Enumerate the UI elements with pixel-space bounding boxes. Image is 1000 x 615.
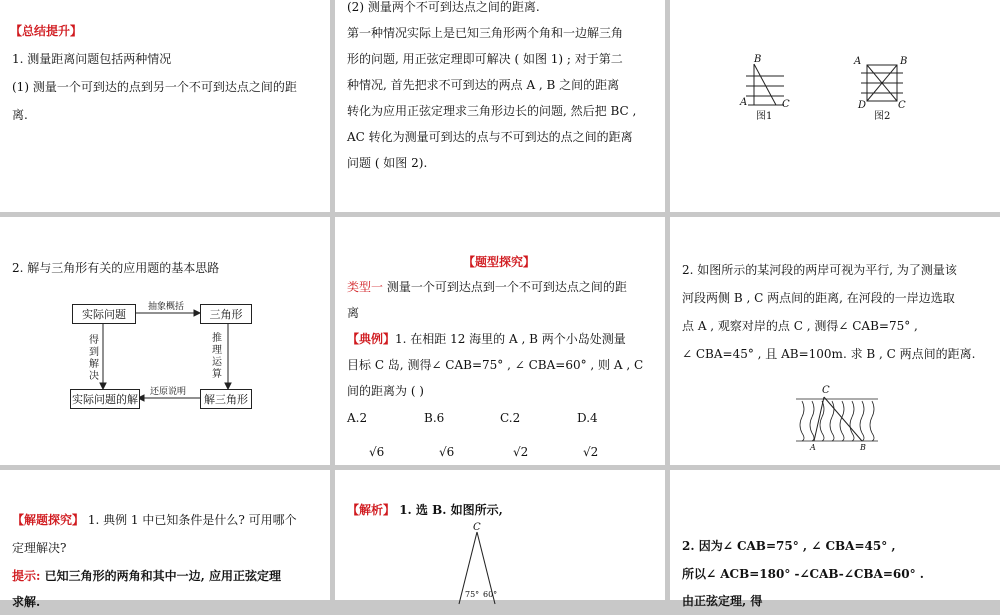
- flow-label-obtain-4: 决: [89, 371, 99, 382]
- summary-heading: 【总结提升】: [10, 24, 83, 38]
- summary-line-2: (1) 测量一个可到达的点到另一个不可到达点之间的距: [12, 80, 297, 94]
- hint-line: [12, 563, 281, 589]
- explore-q-line-2: 定理解决?: [12, 541, 67, 555]
- panel-river-problem: [670, 217, 1000, 465]
- example-line-2: 目标 C 岛, 测得∠ CAB=75° , ∠ CBA=60° , 则 A , C: [347, 358, 644, 372]
- river-label-a: A: [810, 443, 816, 452]
- flow-box-real-solution: 实际问题的解: [70, 389, 140, 409]
- option-a: A.2: [347, 411, 368, 425]
- solution-line-3: 由正弦定理, 得: [682, 594, 763, 608]
- flow-label-abstract: 抽象概括: [148, 302, 185, 312]
- explore-heading: 【题型探究】: [463, 255, 536, 269]
- analysis-angle-75: 75°: [465, 590, 480, 599]
- option-c: C.2: [500, 411, 521, 425]
- fig1-label-a: A: [740, 97, 748, 108]
- flow-label-obtain-1: 得: [89, 335, 99, 346]
- panel-figures: [670, 0, 1000, 212]
- explore-q-line-1: [12, 507, 297, 533]
- hint-line-2: 求解.: [12, 595, 41, 609]
- panel-solution-explore: [0, 470, 330, 609]
- fig2-label-a: A: [854, 56, 862, 67]
- flow-arrows: [0, 217, 330, 465]
- river-line-3: 点 A , 观察对岸的点 C , 测得∠ CAB=75° ,: [682, 319, 918, 333]
- case-line-7: 问题 ( 如图 2).: [347, 156, 428, 170]
- hint-text: 已知三角形的两角和其中一边, 应用正弦定理: [40, 569, 281, 583]
- river-label-b: B: [860, 443, 866, 452]
- fig1-label-b: B: [754, 54, 762, 65]
- example-line-3: 间的距离为 ( ): [347, 384, 424, 398]
- figure-1: [740, 50, 800, 110]
- river-figure: [792, 387, 882, 455]
- flow-label-obtain-3: 解: [89, 359, 99, 370]
- type-line-2: 离: [347, 306, 360, 320]
- flow-title: 2. 解与三角形有关的应用题的基本思路: [12, 261, 220, 275]
- flow-box-solve-triangle: 解三角形: [200, 389, 252, 409]
- solution-line-1: 2. 因为∠ CAB=75° , ∠ CBA=45° ,: [682, 539, 896, 553]
- case-line-3: 形的问题, 用正弦定理即可解决 ( 如图 1) ; 对于第二: [347, 52, 623, 66]
- type-label: 类型一: [347, 280, 384, 294]
- option-a-sqrt: √6: [369, 445, 385, 459]
- flow-box-real-problem: 实际问题: [72, 304, 136, 324]
- fig2-caption: 图2: [874, 111, 891, 122]
- river-label-c: C: [822, 385, 830, 396]
- river-line-1: 2. 如图所示的某河段的两岸可视为平行, 为了测量该: [682, 263, 957, 277]
- option-d: D.4: [577, 411, 598, 425]
- flow-label-reason-3: 运: [212, 357, 222, 368]
- panel-analysis: [335, 470, 665, 600]
- explore-q-text: 1. 典例 1 中已知条件是什么? 可用哪个: [84, 513, 297, 527]
- panel-type-explore: [335, 217, 665, 465]
- example-line-1: [347, 326, 626, 352]
- solution-explore-heading: 【解题探究】: [12, 513, 85, 527]
- case-line-5: 转化为应用正弦定理求三角形边长的问题, 然后把 BC ,: [347, 104, 637, 118]
- analysis-angle-60: 60°: [483, 590, 498, 599]
- analysis-line: [347, 497, 503, 523]
- panel-flowchart: [0, 217, 330, 465]
- flow-label-reason-4: 算: [212, 369, 222, 380]
- case-line-6: AC 转化为测量可到达的点与不可到达的点之间的距离: [347, 130, 633, 144]
- panel-two-cases: [335, 0, 665, 212]
- river-line-2: 河段两侧 B , C 两点间的距离, 在河段的一岸边选取: [682, 291, 955, 305]
- summary-line-3: 离.: [12, 108, 28, 122]
- flow-label-restore: 还原说明: [150, 387, 187, 397]
- option-c-sqrt: √2: [513, 445, 529, 459]
- option-d-sqrt: √2: [583, 445, 599, 459]
- option-b: B.6: [424, 411, 445, 425]
- fig1-caption: 图1: [756, 111, 773, 122]
- analysis-triangle: [445, 524, 515, 600]
- case-line-2: 第一种情况实际上是已知三角形两个角和一边解三角: [347, 26, 624, 40]
- summary-line-1: 1. 测量距离问题包括两种情况: [12, 52, 172, 66]
- flow-label-obtain-2: 到: [89, 347, 99, 358]
- example-label: 【典例】: [347, 332, 396, 346]
- type-line: [347, 274, 627, 300]
- fig2-label-b: B: [900, 56, 908, 67]
- analysis-text: 1. 选 B. 如图所示,: [395, 503, 503, 517]
- hint-label: 提示:: [12, 569, 41, 583]
- case-line-1: (2) 测量两个不可到达点之间的距离.: [347, 0, 540, 14]
- panel-summary: [0, 0, 330, 212]
- analysis-label-c: C: [473, 522, 481, 533]
- solution-line-2: 所以∠ ACB=180° -∠CAB-∠CBA=60° .: [682, 567, 924, 581]
- fig1-label-c: C: [782, 99, 790, 110]
- analysis-heading: 【解析】: [347, 503, 396, 517]
- panel-river-solution: [670, 470, 1000, 608]
- option-b-sqrt: √6: [439, 445, 455, 459]
- example-text-1: 1. 在相距 12 海里的 A , B 两个小岛处测量: [395, 332, 626, 346]
- fig2-label-c: C: [898, 100, 906, 111]
- case-line-4: 种情况, 首先把求不可到达的两点 A , B 之间的距离: [347, 78, 620, 92]
- flow-label-reason-1: 推: [212, 333, 222, 344]
- flow-label-reason-2: 理: [212, 345, 222, 356]
- type-text: 测量一个可到达点到一个不可到达点之间的距: [383, 280, 627, 294]
- fig2-label-d: D: [858, 100, 867, 111]
- river-line-4: ∠ CBA=45° , 且 AB=100m. 求 B , C 两点间的距离.: [682, 347, 976, 361]
- flow-box-triangle: 三角形: [200, 304, 252, 324]
